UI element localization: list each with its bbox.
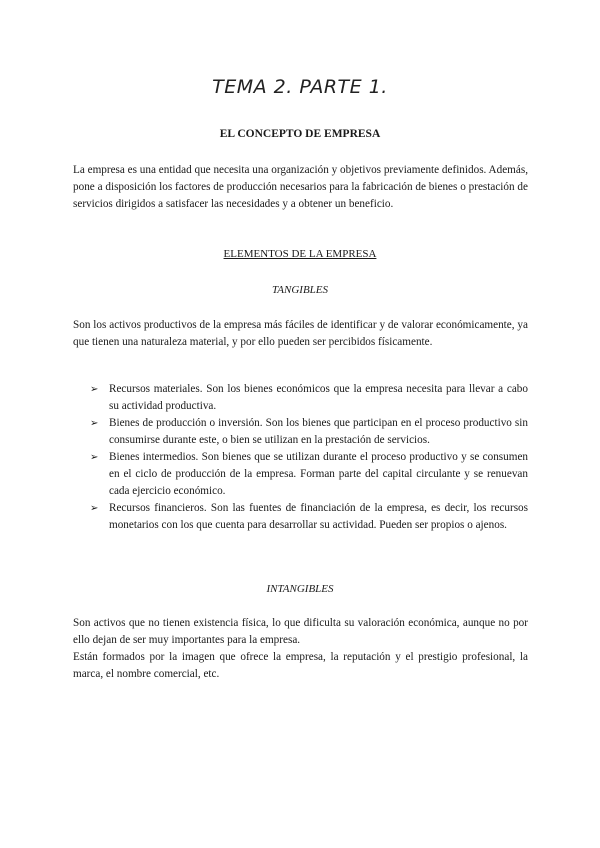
arrow-bullet-icon: ➢ xyxy=(90,384,99,395)
list-item-text: Recursos financieros. Son las fuentes de financiación de la empresa, es decir, los recursos monetarios con los que cuenta para desarrollar su actividad. Pueden ser propios o ajenos. xyxy=(109,502,528,531)
list-item xyxy=(90,500,528,534)
arrow-bullet-icon: ➢ xyxy=(90,418,99,429)
tangibles-list xyxy=(90,381,528,534)
paragraph-intangibles-1: Son activos que no tienen existencia física, lo que dificulta su valoración económica, aunque no por ello dejan de ser muy importantes para la empresa. xyxy=(73,617,528,646)
list-item xyxy=(90,415,528,449)
arrow-bullet-icon: ➢ xyxy=(90,503,99,514)
list-item-text: Bienes de producción o inversión. Son los bienes que participan en el proceso productivo sin consumirse durante este, o bien se utilizan en la prestación de servicios. xyxy=(109,417,528,446)
list-item-text: Bienes intermedios. Son bienes que se utilizan durante el proceso productivo y se consumen en el ciclo de producción de la empresa. Forman parte del capital circulante y se renuevan cada ejercicio económico. xyxy=(109,451,528,497)
paragraph-concepto: La empresa es una entidad que necesita una organización y objetivos previamente definidos. Además, pone a disposición los factores de producción necesarios para la fabricación de bienes o prestación de servicios dirigidos a satisfacer las necesidades y a obtener un beneficio. xyxy=(73,164,528,210)
section-heading-concepto: EL CONCEPTO DE EMPRESA xyxy=(219,128,381,140)
section-heading-elementos: ELEMENTOS DE LA EMPRESA xyxy=(223,248,377,260)
list-item xyxy=(90,449,528,500)
paragraph-intangibles-2: Están formados por la imagen que ofrece la empresa, la reputación y el prestigio profesional, la marca, el nombre comercial, etc. xyxy=(73,651,528,680)
list-item xyxy=(90,381,528,415)
arrow-bullet-icon: ➢ xyxy=(90,452,99,463)
page-title: TEMA 2. PARTE 1. xyxy=(212,76,388,98)
list-item-text: Recursos materiales. Son los bienes económicos que la empresa necesita para llevar a cabo su actividad productiva. xyxy=(109,383,528,412)
paragraph-tangibles: Son los activos productivos de la empresa más fáciles de identificar y de valorar económicamente, ya que tienen una naturaleza material, y por ello pueden ser percibidos físicamente. xyxy=(73,319,528,348)
subheading-tangibles: TANGIBLES xyxy=(271,284,329,296)
subheading-intangibles: INTANGIBLES xyxy=(266,583,334,595)
